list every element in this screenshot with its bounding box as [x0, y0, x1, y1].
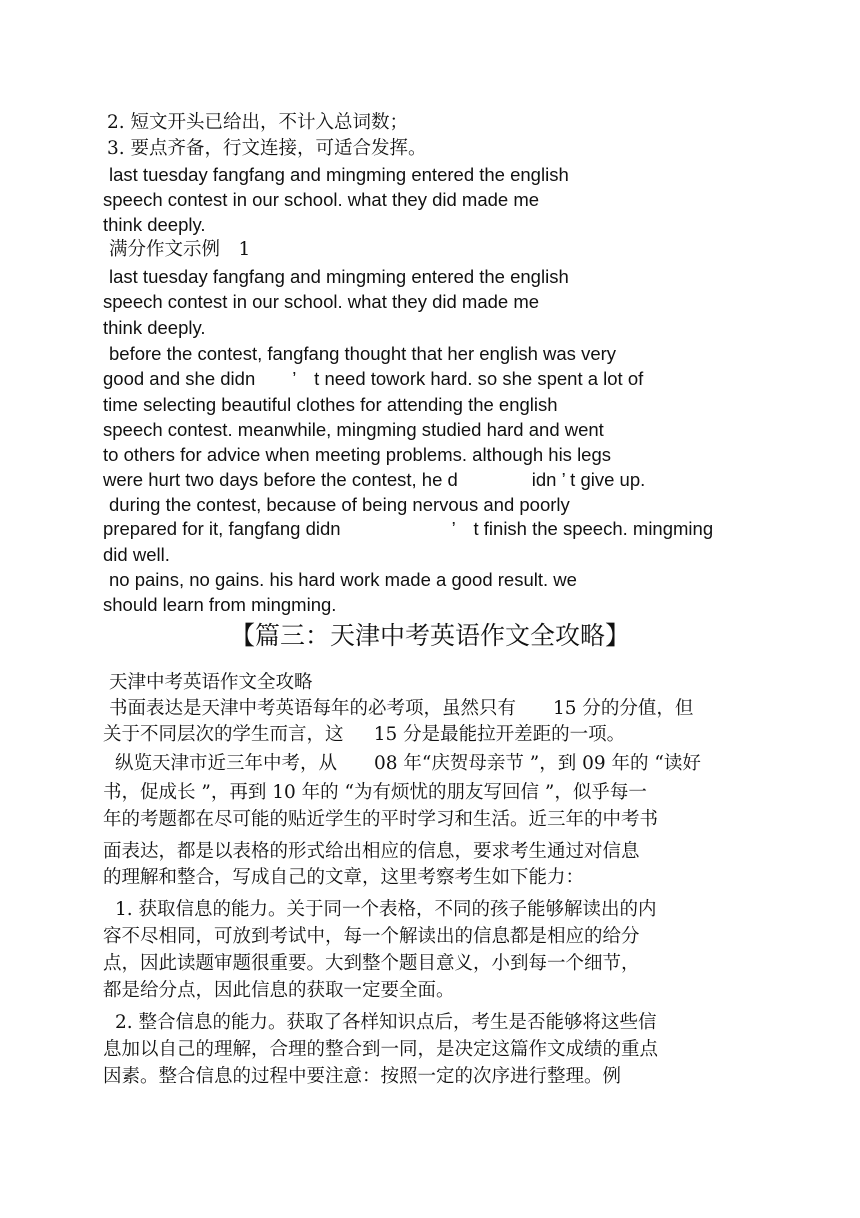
- essay-line: speech contest. meanwhile, mingming studied hard and went: [103, 419, 604, 440]
- article-line: 都是给分点，因此信息的获取一定要全面。: [103, 980, 455, 1001]
- essay-line: time selecting beautiful clothes for attending the english: [103, 394, 558, 415]
- essay-line: last tuesday fangfang and mingming entered the english: [109, 266, 569, 287]
- rule-line-2: 2. 短文开头已给出，不计入总词数；: [107, 112, 409, 133]
- article-title: 天津中考英语作文全攻略: [109, 672, 313, 693]
- essay-line: did well.: [103, 544, 170, 565]
- sample-heading: 满分作文示例 1: [109, 239, 251, 260]
- article-line: 因素。整合信息的过程中要注意：按照一定的次序进行整理。例: [103, 1066, 622, 1087]
- essay-line: to others for advice when meeting problems. although his legs: [103, 444, 612, 465]
- essay-line: should learn from mingming.: [103, 594, 337, 615]
- prompt-line: last tuesday fangfang and mingming entered the english: [109, 164, 569, 185]
- rule-line-3: 3. 要点齐备，行文连接，可适合发挥。: [107, 138, 427, 159]
- article-line: 面表达，都是以表格的形式给出相应的信息，要求考生通过对信息: [103, 841, 640, 862]
- essay-line: speech contest in our school. what they did made me: [103, 291, 540, 312]
- prompt-line: think deeply.: [103, 214, 206, 235]
- article-line: 书，促成长 ”，再到 10 年的 “为有烦忧的朋友写回信 ”，似乎每一: [103, 782, 647, 803]
- article-line: 点，因此读题审题很重要。大到整个题目意义，小到每一个细节，: [103, 953, 640, 974]
- article-line: 的理解和整合，写成自己的文章，这里考察考生如下能力：: [103, 867, 585, 888]
- essay-line: were hurt two days before the contest, he d idn ’ t give up.: [103, 469, 646, 490]
- essay-line: good and she didn ’ t need towork hard. so she spent a lot of: [103, 368, 644, 389]
- article-line: 关于不同层次的学生而言，这 15 分是最能拉开差距的一项。: [103, 724, 626, 745]
- article-line: 2. 整合信息的能力。获取了各样知识点后，考生是否能够将这些信: [115, 1012, 657, 1033]
- section-title: 【篇三：天津中考英语作文全攻略】: [229, 621, 630, 650]
- article-line: 容不尽相同，可放到考试中，每一个解读出的信息都是相应的给分: [103, 926, 640, 947]
- article-line: 1. 获取信息的能力。关于同一个表格，不同的孩子能够解读出的内: [115, 899, 657, 920]
- article-line: 年的考题都在尽可能的贴近学生的平时学习和生活。近三年的中考书: [103, 809, 659, 830]
- article-line: 息加以自己的理解，合理的整合到一同，是决定这篇作文成绩的重点: [103, 1039, 659, 1060]
- article-line: 书面表达是天津中考英语每年的必考项，虽然只有 15 分的分值，但: [109, 698, 694, 719]
- essay-line: during the contest, because of being nervous and poorly: [109, 494, 570, 515]
- essay-line: before the contest, fangfang thought that her english was very: [109, 343, 617, 364]
- article-line: 纵览天津市近三年中考，从 08 年“庆贺母亲节 ”，到 09 年的 “读好: [115, 753, 701, 774]
- prompt-line: speech contest in our school. what they did made me: [103, 189, 540, 210]
- essay-line: think deeply.: [103, 317, 206, 338]
- essay-line: no pains, no gains. his hard work made a good result. we: [109, 569, 577, 590]
- essay-line: prepared for it, fangfang didn ’ t finish the speech. mingming: [103, 518, 714, 539]
